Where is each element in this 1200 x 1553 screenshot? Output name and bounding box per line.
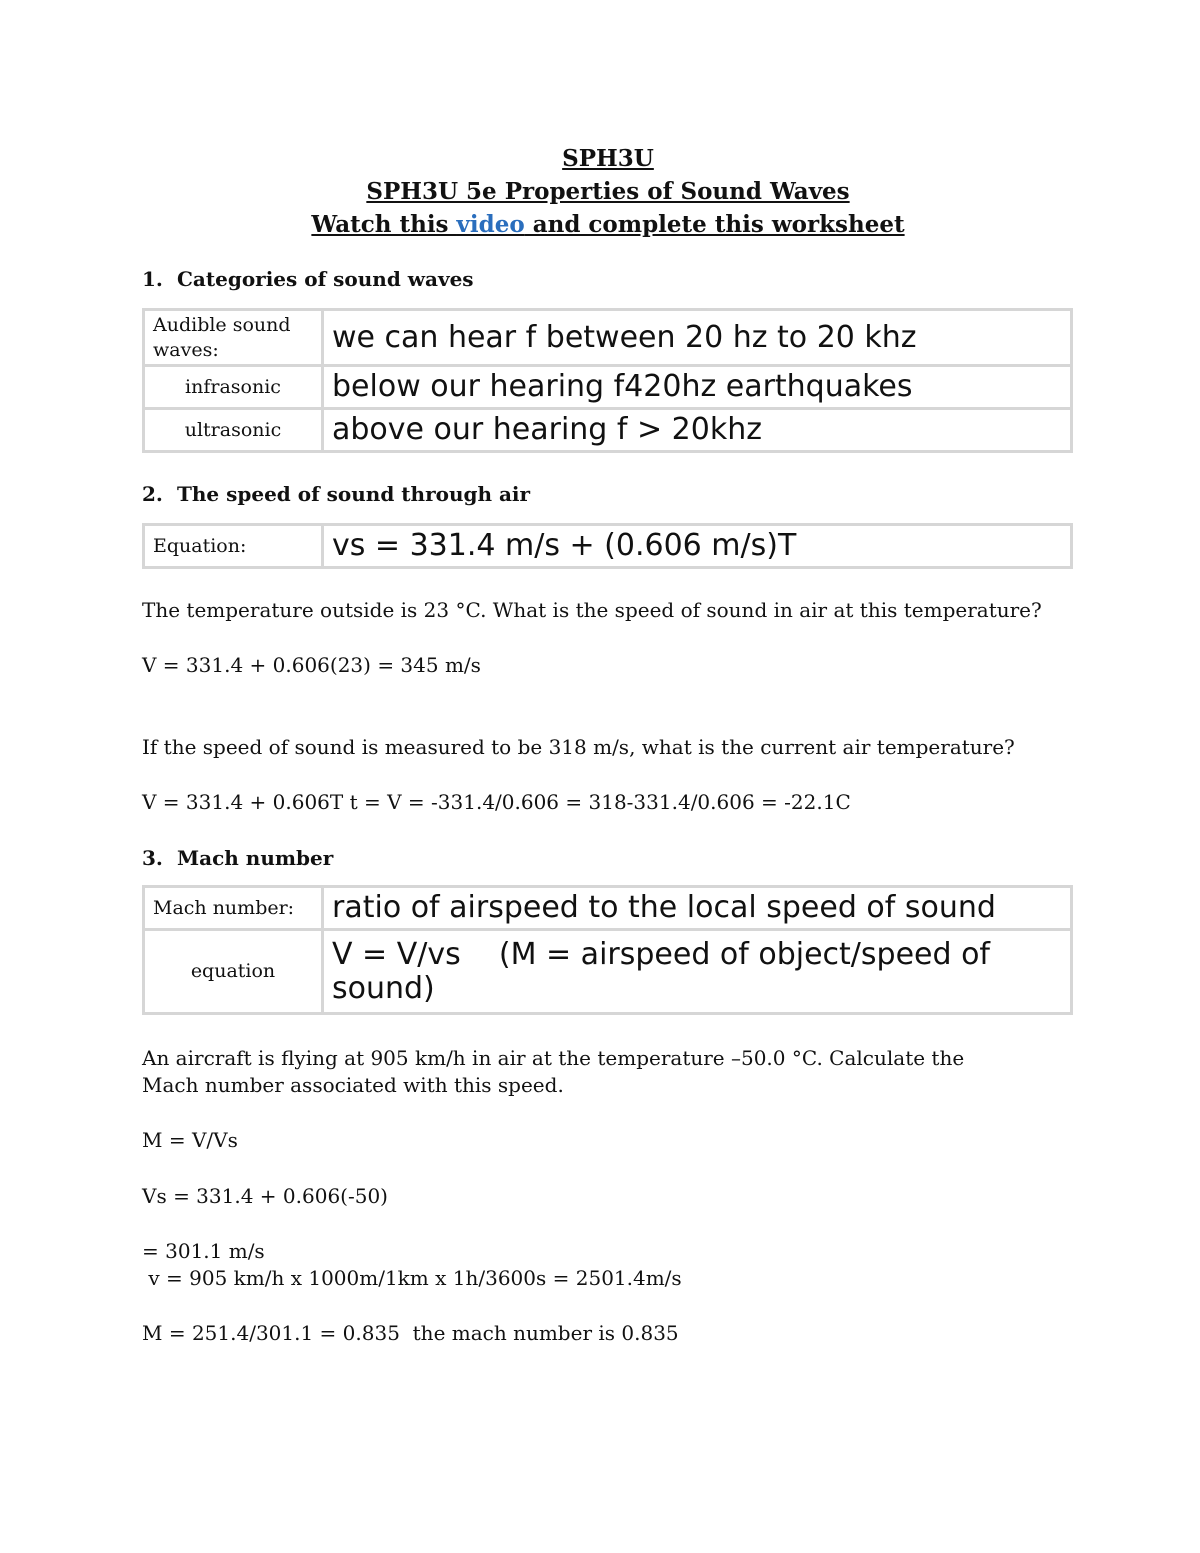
speed-equation-table <box>142 523 1073 569</box>
section-1-heading <box>142 267 474 291</box>
answer-audible[interactable]: we can hear f between 20 hz to 20 khz <box>323 310 1072 366</box>
work-line-3[interactable]: = 301.1 m/s <box>142 1239 265 1263</box>
question-aircraft: An aircraft is flying at 905 km/h in air at the temperature –50.0 °C. Calculate the Mach number associated with this speed. <box>142 1046 965 1097</box>
course-code: SPH3U <box>562 145 654 172</box>
sound-categories-table <box>142 308 1073 453</box>
instructions-text-pre: Watch this <box>311 211 457 238</box>
section-3-heading <box>142 846 333 870</box>
row-label-equation: Equation: <box>144 525 323 568</box>
work-line-2[interactable]: Vs = 331.4 + 0.606(-50) <box>142 1184 388 1208</box>
row-label-mach-number: Mach number: <box>144 887 323 930</box>
row-label-audible: Audible sound waves: <box>144 310 323 366</box>
row-label-infrasonic: infrasonic <box>144 366 323 409</box>
answer-speed-equation[interactable]: vs = 331.4 m/s + (0.606 m/s)T <box>323 525 1072 568</box>
instructions-line <box>142 208 1074 241</box>
table-row <box>144 310 1072 366</box>
video-link[interactable]: video <box>456 211 525 238</box>
section-2-title: The speed of sound through air <box>177 482 531 506</box>
answer-infrasonic[interactable]: below our hearing f420hz earthquakes <box>323 366 1072 409</box>
work-line-4[interactable]: v = 905 km/h x 1000m/1km x 1h/3600s = 2501.4m/s <box>142 1266 682 1290</box>
section-1-title: Categories of sound waves <box>177 267 474 291</box>
answer-temperature[interactable]: V = 331.4 + 0.606(23) = 345 m/s <box>142 653 481 677</box>
answer-mach-definition[interactable]: ratio of airspeed to the local speed of sound <box>323 887 1072 930</box>
work-line-1[interactable]: M = V/Vs <box>142 1128 238 1152</box>
table-row <box>144 409 1072 452</box>
mach-number-table <box>142 885 1073 1015</box>
table-row <box>144 525 1072 568</box>
table-row <box>144 887 1072 930</box>
answer-air-temperature[interactable]: V = 331.4 + 0.606T t = V = -331.4/0.606 = 318-331.4/0.606 = -22.1C <box>142 790 851 814</box>
table-row <box>144 930 1072 1014</box>
section-2-heading <box>142 482 530 506</box>
section-1-number: 1. <box>142 267 163 291</box>
section-2-number: 2. <box>142 482 163 506</box>
answer-ultrasonic[interactable]: above our hearing f > 20khz <box>323 409 1072 452</box>
document-header <box>142 142 1074 241</box>
work-line-5[interactable]: M = 251.4/301.1 = 0.835 the mach number is 0.835 <box>142 1321 679 1345</box>
row-label-mach-equation: equation <box>144 930 323 1014</box>
instructions-text-post: and complete this worksheet <box>524 211 905 238</box>
table-row <box>144 366 1072 409</box>
answer-mach-equation[interactable]: V = V/vs (M = airspeed of object/speed of sound) <box>323 930 1072 1014</box>
row-label-ultrasonic: ultrasonic <box>144 409 323 452</box>
question-temperature: The temperature outside is 23 °C. What is the speed of sound in air at this temperature? <box>142 598 1042 622</box>
question-air-temperature: If the speed of sound is measured to be 318 m/s, what is the current air temperature? <box>142 735 1015 759</box>
worksheet-title: SPH3U 5e Properties of Sound Waves <box>366 178 850 205</box>
section-3-number: 3. <box>142 846 163 870</box>
section-3-title: Mach number <box>177 846 334 870</box>
